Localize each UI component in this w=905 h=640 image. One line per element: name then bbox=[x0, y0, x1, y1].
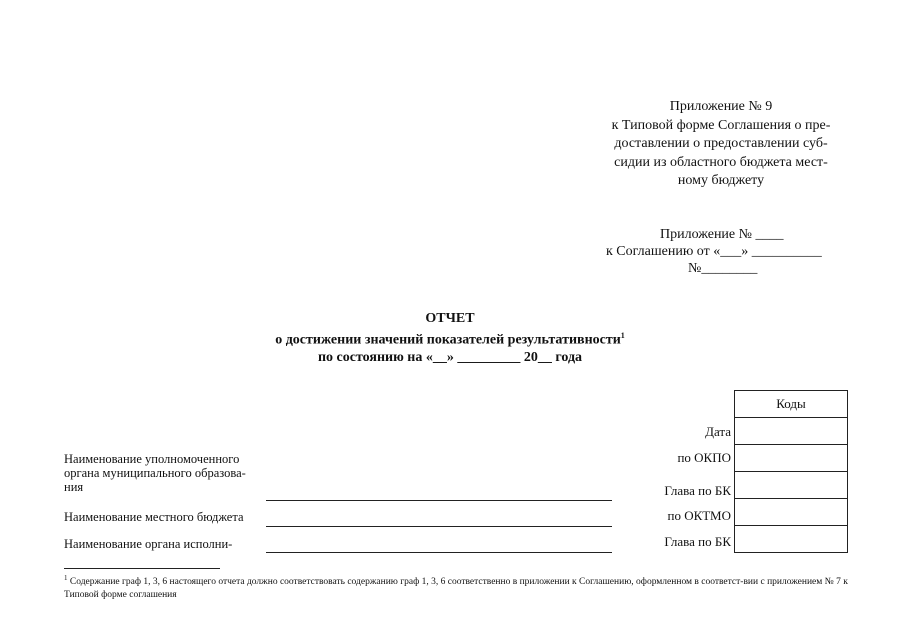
local-budget-field[interactable] bbox=[266, 526, 612, 527]
footnote bbox=[64, 572, 849, 602]
annex-header bbox=[592, 98, 850, 191]
executive-body-field[interactable] bbox=[266, 552, 612, 553]
annex-header-line: к Типовой форме Соглашения о пре- bbox=[611, 117, 831, 133]
code-label-okpo: по ОКПО bbox=[677, 450, 731, 465]
code-cell-budget-chapter[interactable] bbox=[734, 472, 848, 499]
annex-header-line: ному бюджету bbox=[677, 173, 765, 188]
agreement-number: №________ bbox=[688, 261, 758, 276]
authorized-body-label bbox=[64, 452, 246, 494]
code-cell-oktmo[interactable] bbox=[734, 499, 848, 526]
code-cell-okpo[interactable] bbox=[734, 445, 848, 472]
footnote-mark: 1 bbox=[620, 331, 625, 340]
code-label-budget-chapter: Глава по БК bbox=[664, 483, 731, 498]
code-label-budget-chapter-2: Глава по БК bbox=[664, 534, 731, 549]
agreement-annex-number: Приложение № ____ bbox=[660, 227, 784, 242]
authorized-body-field[interactable] bbox=[266, 500, 612, 501]
footnote-divider bbox=[64, 568, 220, 569]
report-title-main: ОТЧЕТ bbox=[425, 311, 475, 326]
authorized-body-label-line: органа муниципального образова- bbox=[64, 466, 246, 480]
code-cell-date[interactable] bbox=[734, 418, 848, 445]
local-budget-label: Наименование местного бюджета bbox=[64, 510, 244, 524]
code-label-oktmo: по ОКТМО bbox=[667, 508, 731, 523]
report-title-subject-text: о достижении значений показателей результативности bbox=[275, 332, 621, 348]
annex-header-line: доставлении о предоставлении суб- bbox=[614, 136, 828, 151]
report-title bbox=[150, 310, 750, 366]
code-label-date: Дата bbox=[705, 424, 731, 439]
report-title-subject bbox=[150, 327, 750, 349]
authorized-body-label-line: Наименование уполномоченного bbox=[64, 452, 240, 466]
code-cell-budget-chapter-2[interactable] bbox=[734, 526, 848, 553]
executive-body-label: Наименование органа исполни- bbox=[64, 537, 233, 551]
annex-header-line: Приложение № 9 bbox=[669, 99, 773, 114]
codes-table bbox=[734, 390, 848, 553]
authorized-body-label-line: ния bbox=[64, 480, 84, 494]
codes-header: Коды bbox=[734, 390, 848, 418]
agreement-date: к Соглашению от «___» __________ bbox=[606, 244, 822, 259]
report-title-date: по состоянию на «__» _________ 20__ года bbox=[317, 349, 583, 365]
footnote-number: 1 bbox=[64, 574, 68, 582]
footnote-text: Содержание граф 1, 3, 6 настоящего отчета должно соответствовать содержанию граф 1, 3, 6 соответственно в приложении к Соглашению, оформленном в соответст-вии с приложением № 7 к Типовой форме соглашения bbox=[64, 577, 848, 601]
annex-header-line: сидии из областного бюджета мест- bbox=[614, 154, 828, 170]
